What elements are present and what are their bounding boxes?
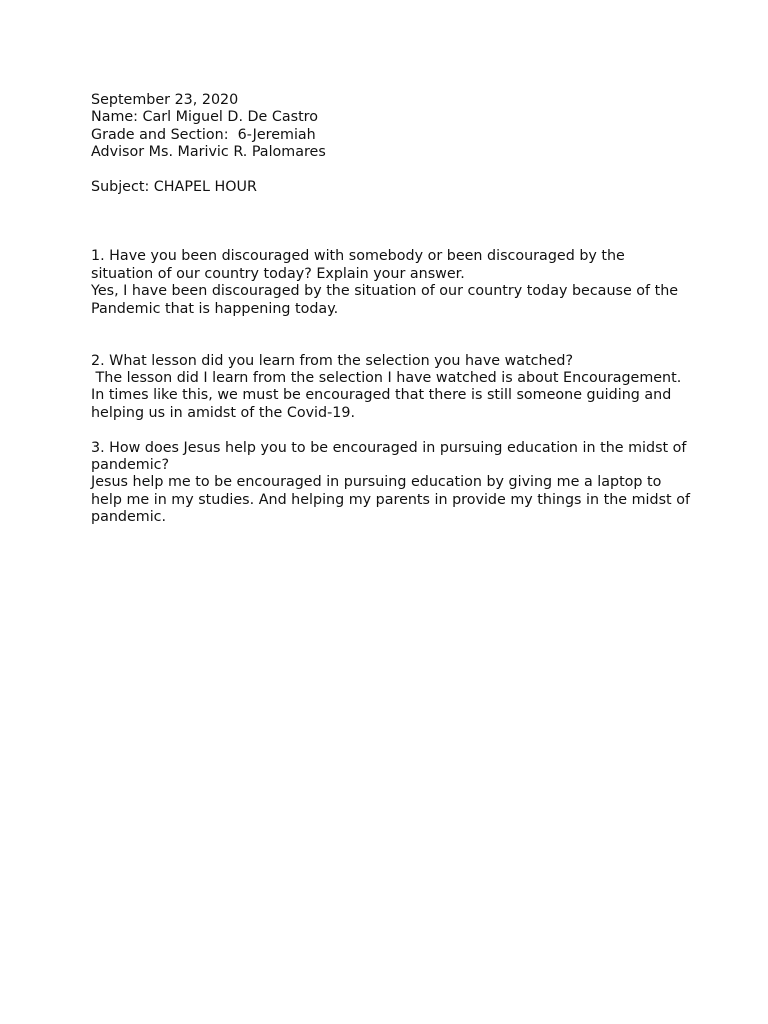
spacer — [91, 196, 691, 248]
spacer — [91, 318, 691, 353]
answer-text: The lesson did I learn from the selection I have watched is about Encouragement. In times like this, we must be encouraged that there is still someone guiding and helping us in amidst of the Covid-19. — [91, 370, 686, 421]
document-body — [91, 92, 691, 527]
advisor-line: Advisor Ms. Marivic R. Palomares — [91, 144, 326, 161]
question-text: 1. Have you been discouraged with somebody or been discouraged by the situation of our country today? Explain your answer. — [91, 248, 625, 282]
spacer — [91, 162, 691, 179]
answer-text: Yes, I have been discouraged by the situation of our country today because of the Pandemic that is happening today. — [91, 283, 679, 317]
question-block-2 — [91, 353, 691, 423]
spacer — [91, 422, 691, 439]
name-line: Name: Carl Miguel D. De Castro — [91, 109, 318, 126]
subject-line: Subject: CHAPEL HOUR — [91, 179, 257, 196]
question-block-3 — [91, 440, 691, 527]
answer-text: Jesus help me to be encouraged in pursuing education by giving me a laptop to help me in my studies. And helping my parents in provide my things in the midst of pandemic. — [91, 474, 690, 526]
question-text: 2. What lesson did you learn from the selection you have watched? — [91, 352, 574, 369]
grade-section-line: Grade and Section: 6-Jeremiah — [91, 126, 316, 143]
question-text: 3. How does Jesus help you to be encouraged in pursuing education in the midst of pandemic? — [91, 439, 687, 474]
date-line: September 23, 2020 — [91, 92, 239, 108]
question-block-1 — [91, 248, 691, 318]
